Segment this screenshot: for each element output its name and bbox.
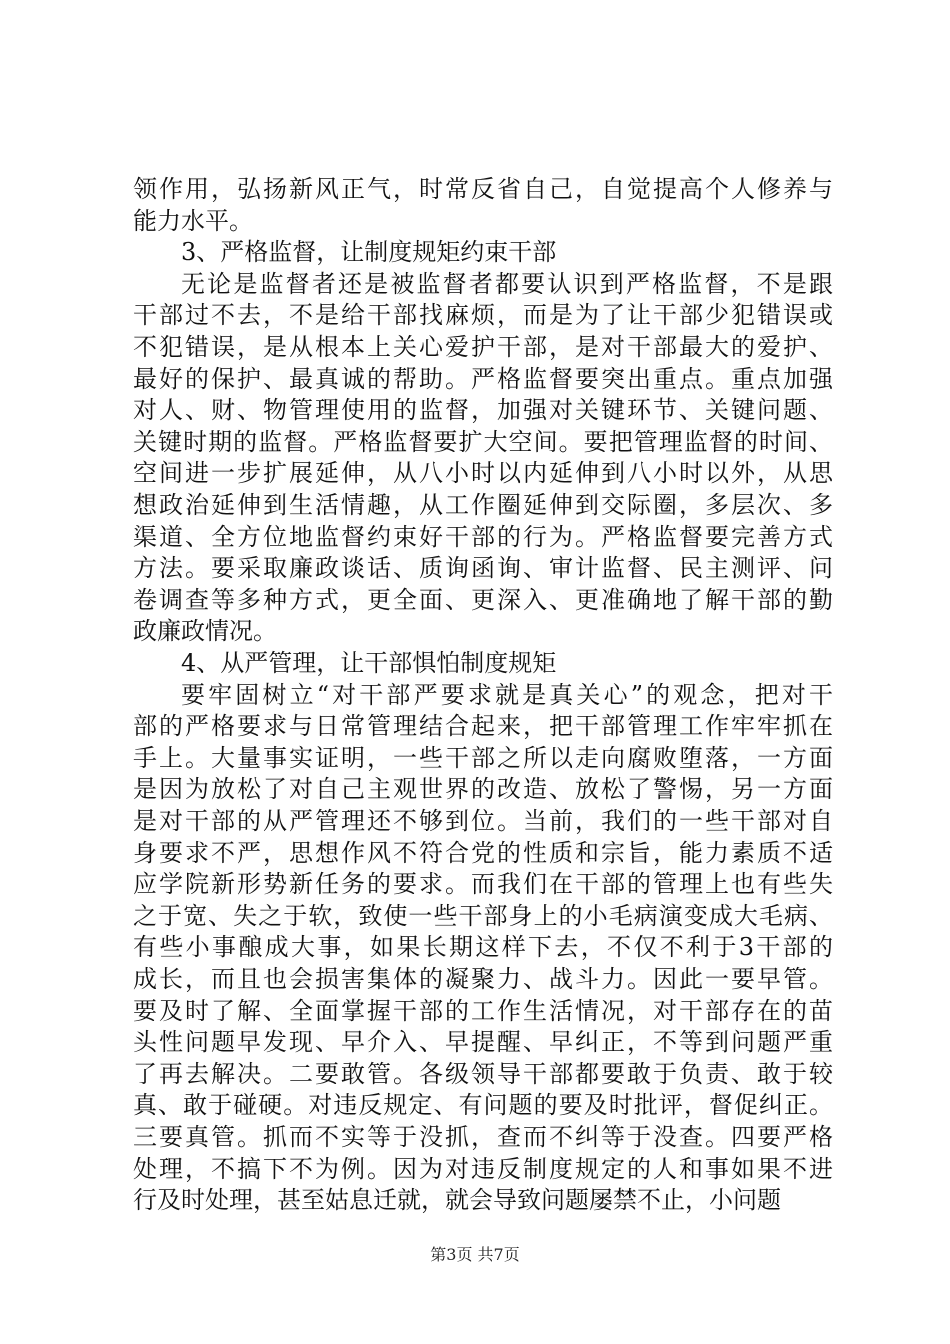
body-line: 是对干部的从严管理还不够到位。当前，我们的一些干部对自 <box>133 807 833 835</box>
body-line: 政廉政情况。 <box>133 617 277 646</box>
page-footer: 第3页 共7页 <box>430 1245 520 1264</box>
body-line: 空间进一步扩展延伸，从八小时以内延伸到八小时以外，从思 <box>133 459 833 488</box>
body-line: 处理，不搞下不为例。因为对违反制度规定的人和事如果不进 <box>133 1154 833 1183</box>
body-line: 有些小事酿成大事，如果长期这样下去，不仅不利于3干部的 <box>133 933 833 962</box>
body-line: 领作用，弘扬新风正气，时常反省自己，自觉提高个人修养与 <box>133 175 833 203</box>
body-line: 想政治延伸到生活情趣，从工作圈延伸到交际圈，多层次、多 <box>133 491 833 519</box>
body-line: 干部过不去，不是给干部找麻烦，而是为了让干部少犯错误或 <box>133 301 833 330</box>
body-line: 头性问题早发现、早介入、早提醒、早纠正，不等到问题严重 <box>133 1028 833 1057</box>
body-line: 之于宽、失之于软，致使一些干部身上的小毛病演变成大毛病、 <box>133 901 833 930</box>
body-line: 身要求不严，思想作风不符合党的性质和宗旨，能力素质不适 <box>133 838 833 867</box>
body-line: 不犯错误，是从根本上关心爱护干部，是对干部最大的爱护、 <box>133 333 833 361</box>
body-line: 关键时期的监督。严格监督要扩大空间。要把管理监督的时间、 <box>133 427 833 456</box>
body-line: 手上。大量事实证明，一些干部之所以走向腐败堕落，一方面 <box>133 743 833 772</box>
body-line: 渠道、全方位地监督约束好干部的行为。严格监督要完善方式 <box>133 522 833 551</box>
body-line: 对人、财、物管理使用的监督，加强对关键环节、关键问题、 <box>133 396 833 425</box>
section-heading: 4、从严管理，让干部惧怕制度规矩 <box>181 649 557 677</box>
body-line: 最好的保护、最真诚的帮助。严格监督要突出重点。重点加强 <box>133 364 833 393</box>
body-line: 应学院新形势新任务的要求。而我们在干部的管理上也有些失 <box>133 870 833 899</box>
body-line: 卷调查等多种方式，更全面、更深入、更准确地了解干部的勤 <box>133 585 833 614</box>
body-line: 了再去解决。二要敢管。各级领导干部都要敢于负责、敢于较 <box>133 1059 833 1088</box>
body-line: 是因为放松了对自己主观世界的改造、放松了警惕，另一方面 <box>133 775 833 804</box>
body-line: 真、敢于碰硬。对违反规定、有问题的要及时批评，督促纠正。 <box>133 1091 833 1120</box>
body-line: 方法。要采取廉政谈话、质询函询、审计监督、民主测评、问 <box>133 554 833 583</box>
body-line: 行及时处理，甚至姑息迁就，就会导致问题屡禁不止，小问题 <box>133 1186 781 1215</box>
body-line: 要及时了解、全面掌握干部的工作生活情况，对干部存在的苗 <box>133 996 833 1025</box>
body-line: 能力水平。 <box>133 206 253 235</box>
body-line: 成长，而且也会损害集体的凝聚力、战斗力。因此一要早管。 <box>133 965 833 993</box>
body-line: 无论是监督者还是被监督者都要认识到严格监督，不是跟 <box>181 269 833 298</box>
body-line: 三要真管。抓而不实等于没抓，查而不纠等于没查。四要严格 <box>133 1123 833 1151</box>
section-heading: 3、严格监督，让制度规矩约束干部 <box>181 238 557 267</box>
body-line: 部的严格要求与日常管理结合起来，把干部管理工作牢牢抓在 <box>133 712 833 741</box>
body-line: 要牢固树立“对干部严要求就是真关心”的观念，把对干 <box>181 680 833 709</box>
